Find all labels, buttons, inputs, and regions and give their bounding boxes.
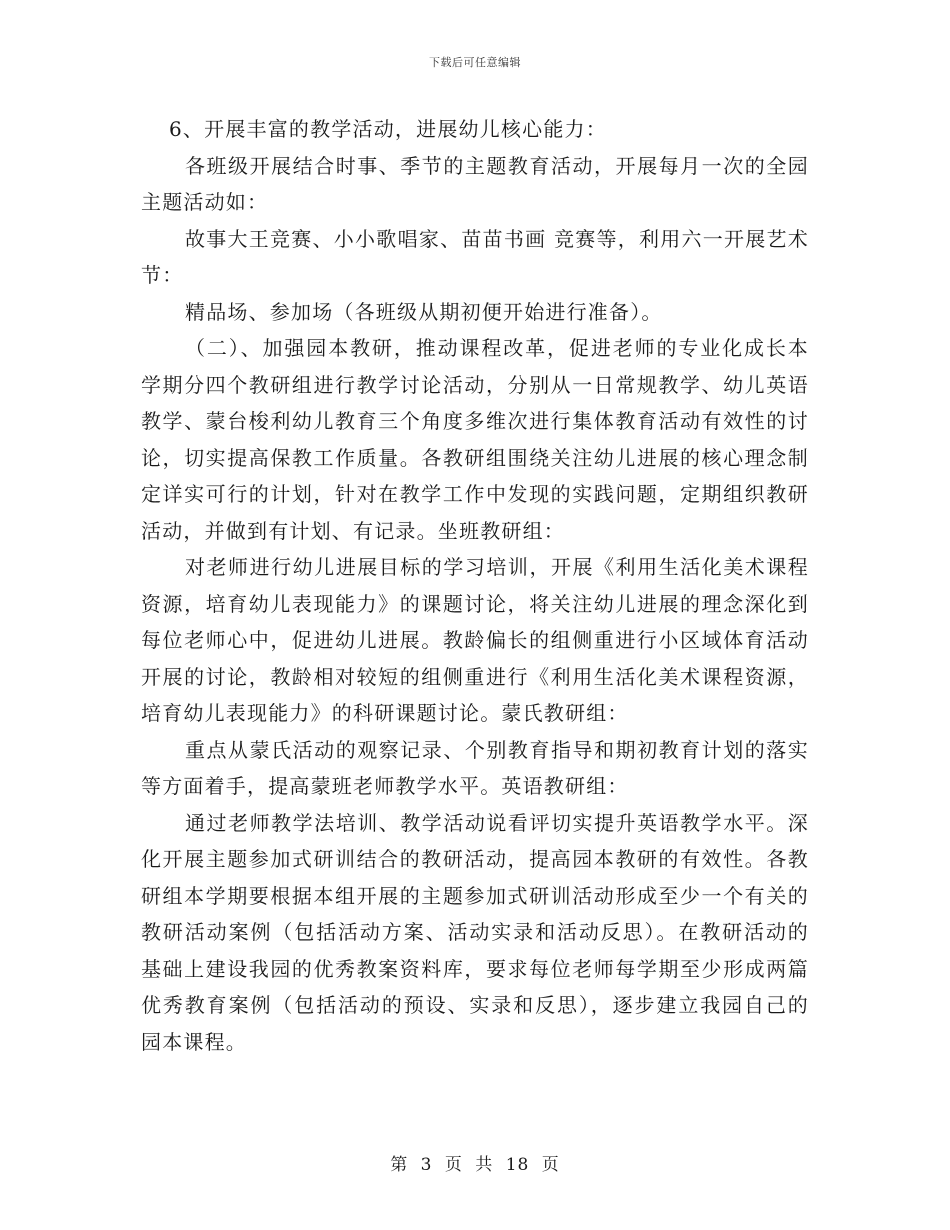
document-body [141,111,809,1060]
paragraph: 通过老师教学法培训、教学活动说看评切实提升英语教学水平。深化开展主题参加式研训结合的教研活动，提高园本教研的有效性。各教研组本学期要根据本组开展的主题参加式研训活动形成至少一个有关的教研活动案例（包括活动方案、活动实录和活动反思）。在教研活动的基础上建设我园的优秀教案资料库，要求每位老师每学期至少形成两篇优秀教育案例（包括活动的预设、实录和反思），逐步建立我园自己的园本课程。 [141,810,809,1054]
paragraph: 对老师进行幼儿进展目标的学习培训，开展《利用生活化美术课程资源，培育幼儿表现能力》的课题讨论，将关注幼儿进展的理念深化到每位老师心中，促进幼儿进展。教龄偏长的组侧重进行小区域体育活动开展的讨论，教龄相对较短的组侧重进行《利用生活化美术课程资源，培育幼儿表现能力》的科研课题讨论。蒙氏教研组： [141,555,809,725]
paragraph: 故事大王竞赛、小小歌唱家、苗苗书画 竞赛等，利用六一开展艺术节： [141,226,809,287]
paragraph: 6、开展丰富的教学活动，进展幼儿核心能力： [169,117,607,141]
page-number: 第 3 页 共 18 页 [390,1155,560,1175]
section-heading-paragraph: （二）、加强园本教研，推动课程改革，促进老师的专业化成长本学期分四个教研组进行教学讨论活动，分别从一日常规教学、幼儿英语教学、蒙台梭利幼儿教育三个角度多维次进行集体教育活动有效性的讨论，切实提高保教工作质量。各教研组围绕关注幼儿进展的核心理念制定详实可行的计划，针对在教学工作中发现的实践问题，定期组织教研活动，并做到有计划、有记录。坐班教研组： [141,336,809,543]
paragraph: 精品场、参加场（各班级从期初便开始进行准备）。 [185,299,663,324]
header-note: 下载后可任意编辑 [429,56,521,69]
paragraph: 重点从蒙氏活动的观察记录、个别教育指导和期初教育计划的落实等方面着手，提高蒙班老师教学水平。英语教研组： [141,737,809,798]
paragraph: 各班级开展结合时事、季节的主题教育活动，开展每月一次的全园主题活动如： [141,153,809,214]
